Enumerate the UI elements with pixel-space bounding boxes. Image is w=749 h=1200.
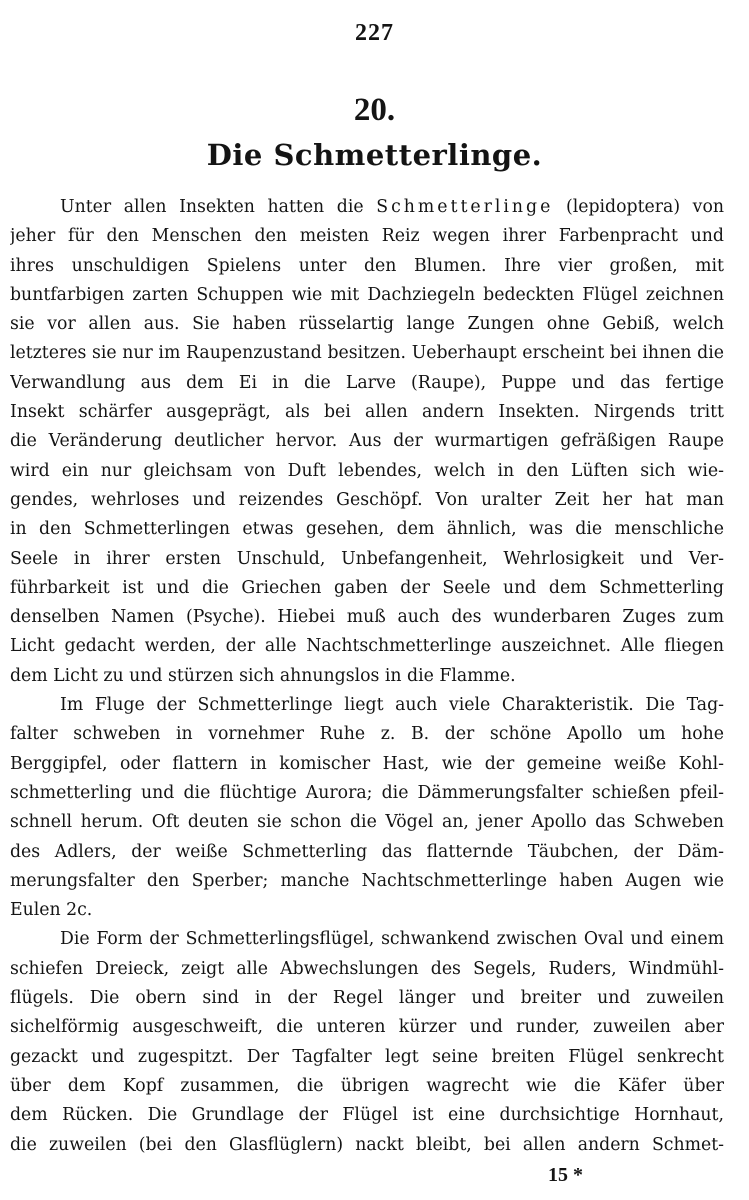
text-line: wird ein nur gleichsam von Duft lebendes, welch in den Lüften sich wie-	[10, 460, 724, 481]
text-line: in den Schmetterlingen etwas gesehen, dem ähnlich, was die menschliche	[10, 519, 724, 540]
text-line: Die Form der Schmetterlingsflügel, schwankend zwischen Oval und einem	[60, 929, 724, 950]
text-line: jeher für den Menschen den meisten Reiz wegen ihrer Farbenpracht und	[10, 226, 724, 247]
text-line: sichelförmig ausgeschweift, die unteren kürzer und runder, zuweilen aber	[10, 1017, 724, 1038]
text-line: dem Rücken. Die Grundlage der Flügel ist eine durchsichtige Hornhaut,	[10, 1105, 724, 1126]
text-line: Seele in ihrer ersten Unschuld, Unbefangenheit, Wehrlosigkeit und Ver-	[10, 548, 724, 569]
text-line: buntfarbigen zarten Schuppen wie mit Dachziegeln bedeckten Flügel zeichnen	[10, 284, 724, 305]
text-line: schnell herum. Oft deuten sie schon die Vögel an, jener Apollo das Schweben	[10, 812, 724, 833]
chapter-number: 20.	[353, 92, 396, 128]
paragraph	[10, 691, 724, 925]
text-line: denselben Namen (Psyche). Hiebei muß auch des wunderbaren Zuges zum	[10, 607, 724, 628]
text-line: dem Licht zu und stürzen sich ahnungslos in die Flamme.	[10, 665, 516, 686]
text-line: Eulen 2c.	[10, 900, 93, 921]
text-line: die zuweilen (bei den Glasflüglern) nackt bleibt, bei allen andern Schmet-	[10, 1134, 724, 1155]
page-number: 227	[355, 20, 394, 46]
body-text	[10, 193, 724, 1160]
text-line: die Veränderung deutlicher hervor. Aus der wurmartigen gefräßigen Raupe	[10, 431, 724, 452]
text-line: Licht gedacht werden, der alle Nachtschmetterlinge auszeichnet. Alle fliegen	[10, 636, 724, 657]
signature-mark: 15 *	[548, 1164, 583, 1186]
text-line: ihres unschuldigen Spielens unter den Blumen. Ihre vier großen, mit	[10, 255, 724, 276]
emphasized-term: Schmetterlinge	[376, 197, 554, 217]
text-line: Berggipfel, oder flattern in komischer Hast, wie der gemeine weiße Kohl-	[10, 753, 724, 774]
paragraph	[10, 925, 724, 1159]
text-line: Im Fluge der Schmetterlinge liegt auch viele Charakteristik. Die Tag-	[60, 695, 724, 716]
text-line: führbarkeit ist und die Griechen gaben der Seele und dem Schmetterling	[10, 577, 724, 598]
text-line: schiefen Dreieck, zeigt alle Abwechslungen des Segels, Ruders, Windmühl-	[10, 958, 724, 979]
text-line: gendes, wehrloses und reizendes Geschöpf. Von uralter Zeit her hat man	[10, 489, 724, 510]
chapter-title: Die Schmetterlinge.	[206, 138, 543, 172]
text-line: gezackt und zugespitzt. Der Tagfalter legt seine breiten Flügel senkrecht	[10, 1046, 724, 1067]
text-line: schmetterling und die flüchtige Aurora; die Dämmerungsfalter schießen pfeil-	[10, 782, 724, 803]
text-line: Verwandlung aus dem Ei in die Larve (Raupe), Puppe und das fertige	[10, 372, 724, 393]
text-line: flügels. Die obern sind in der Regel länger und breiter und zuweilen	[10, 988, 724, 1009]
text-line: falter schweben in vornehmer Ruhe z. B. der schöne Apollo um hohe	[10, 724, 724, 745]
text-line: Unter allen Insekten hatten die Schmetterlinge (lepidoptera) von	[60, 197, 724, 217]
text-line: merungsfalter den Sperber; manche Nachtschmetterlinge haben Augen wie	[10, 870, 724, 891]
text-line: des Adlers, der weiße Schmetterling das flatternde Täubchen, der Däm-	[10, 841, 724, 862]
text-line: letzteres sie nur im Raupenzustand besitzen. Ueberhaupt erscheint bei ihnen die	[10, 343, 724, 364]
paragraph	[10, 193, 724, 691]
text-line: sie vor allen aus. Sie haben rüsselartig lange Zungen ohne Gebiß, welch	[10, 314, 724, 335]
text-line: über dem Kopf zusammen, die übrigen wagrecht wie die Käfer über	[10, 1075, 724, 1096]
text-line: Insekt schärfer ausgeprägt, als bei allen andern Insekten. Nirgends tritt	[10, 402, 724, 423]
